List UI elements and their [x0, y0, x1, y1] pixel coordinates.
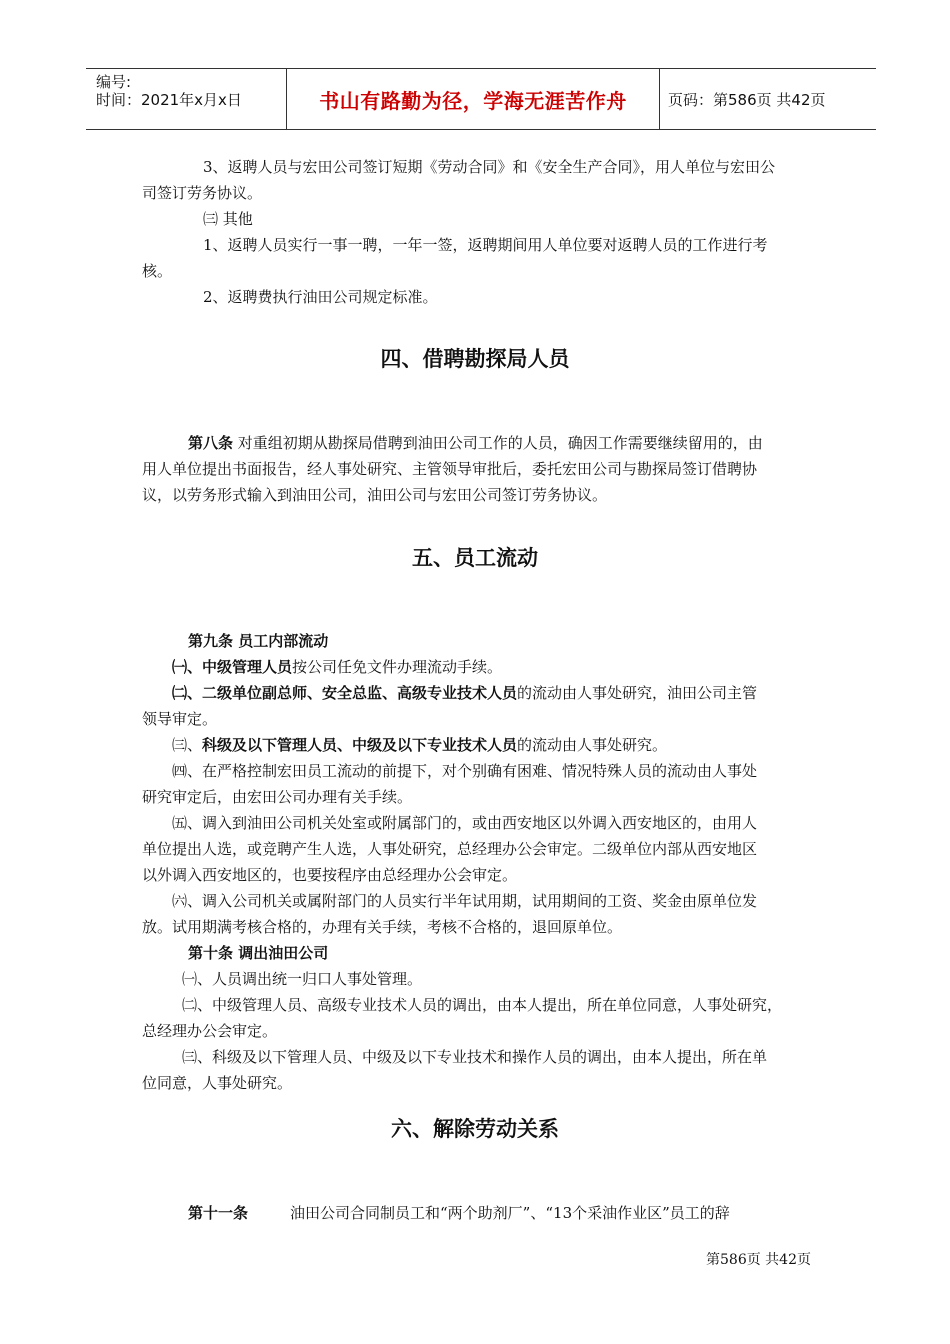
item-text: 的流动由人事处研究。 [517, 736, 668, 754]
header-page-info: 页码：第586页 共42页 [668, 90, 826, 109]
article-9-item-6-cont: 放。试用期满考核合格的，办理有关手续，考核不合格的，退回原单位。 [142, 918, 623, 936]
paragraph: 2、返聘费执行油田公司规定标准。 [203, 288, 438, 306]
paragraph: 1、返聘人员实行一事一聘，一年一签，返聘期间用人单位要对返聘人员的工作进行考 [203, 236, 768, 254]
article-9-item-4-cont: 研究审定后，由宏田公司办理有关手续。 [142, 788, 413, 806]
article-9-item-5-cont: 单位提出人选，或竞聘产生人选，人事处研究，总经理办公会审定。二级单位内部从西安地区 [142, 840, 758, 858]
article-9-item-2 [172, 680, 757, 706]
section-heading-5: 五、员工流动 [412, 546, 538, 570]
article-8-cont: 用人单位提出书面报告，经人事处研究、主管领导审批后，委托宏田公司与勘探局签订借聘协 [142, 460, 758, 478]
article-8-text: 对重组初期从勘探局借聘到油田公司工作的人员，确因工作需要继续留用的，由 [233, 434, 763, 452]
article-9-item-5-cont: 以外调入西安地区的，也要按程序由总经理办公会审定。 [142, 866, 518, 884]
article-8-line [188, 430, 763, 456]
article-9-item-3 [172, 732, 667, 758]
article-10-title: 第十条 调出油田公司 [188, 944, 329, 962]
paragraph-cont: 司签订劳务协议。 [142, 184, 263, 202]
paragraph-cont: 核。 [142, 262, 173, 280]
header-page-cell [660, 69, 876, 129]
section-heading-4: 四、借聘勘探局人员 [380, 347, 570, 371]
article-10-item-1: ㈠、人员调出统一归口人事处管理。 [182, 970, 423, 988]
doc-time: 时间：2021年x月x日 [96, 91, 242, 109]
item-bold: 科级及以下管理人员、中级及以下专业技术人员 [202, 736, 518, 754]
article-9-item-5: ㈤、调入到油田公司机关处室或附属部门的，或由西安地区以外调入西安地区的，由用人 [172, 814, 758, 832]
article-9-item-1 [172, 654, 502, 680]
section-heading-6: 六、解除劳动关系 [391, 1117, 559, 1141]
article-11-text: 油田公司合同制员工和“两个助剂厂”、“13个采油作业区”员工的辞 [290, 1204, 730, 1222]
header-motto-cell [286, 69, 660, 129]
article-10-item-2-cont: 总经理办公会审定。 [142, 1022, 278, 1040]
header-motto: 书山有路勤为径，学海无涯苦作舟 [319, 88, 627, 113]
item-text: 按公司任免文件办理流动手续。 [292, 658, 503, 676]
item-bold: ㈡、二级单位副总师、安全总监、高级专业技术人员 [172, 684, 518, 702]
article-9-title: 第九条 员工内部流动 [188, 632, 329, 650]
article-11-label: 第十一条 [188, 1204, 249, 1222]
article-9-item-6: ㈥、调入公司机关或属附部门的人员实行半年试用期，试用期间的工资、奖金由原单位发 [172, 892, 758, 910]
article-8-cont: 议，以劳务形式输入到油田公司，油田公司与宏田公司签订劳务协议。 [142, 486, 608, 504]
article-10-item-3: ㈢、科级及以下管理人员、中级及以下专业技术和操作人员的调出，由本人提出，所在单 [182, 1048, 768, 1066]
paragraph: 3、返聘人员与宏田公司签订短期《劳动合同》和《安全生产合同》，用人单位与宏田公 [203, 158, 776, 176]
item-number: ㈢、 [172, 736, 203, 754]
item-bold: ㈠、中级管理人员 [172, 658, 293, 676]
article-10-item-2: ㈡、中级管理人员、高级专业技术人员的调出，由本人提出，所在单位同意，人事处研究， [182, 996, 783, 1014]
page-header [86, 68, 876, 130]
subheading-other: ㈢ 其他 [203, 210, 253, 228]
article-10-item-3-cont: 位同意，人事处研究。 [142, 1074, 293, 1092]
article-9-item-4: ㈣、在严格控制宏田员工流动的前提下，对个别确有困难、情况特殊人员的流动由人事处 [172, 762, 758, 780]
article-9-item-2-cont: 领导审定。 [142, 710, 218, 728]
article-8-label: 第八条 [188, 434, 234, 452]
item-text: 的流动由人事处研究，油田公司主管 [517, 684, 758, 702]
article-11-line [188, 1200, 730, 1226]
doc-number-label: 编号: [96, 73, 132, 91]
header-meta [86, 69, 286, 129]
page-footer: 第586页 共42页 [706, 1252, 811, 1268]
